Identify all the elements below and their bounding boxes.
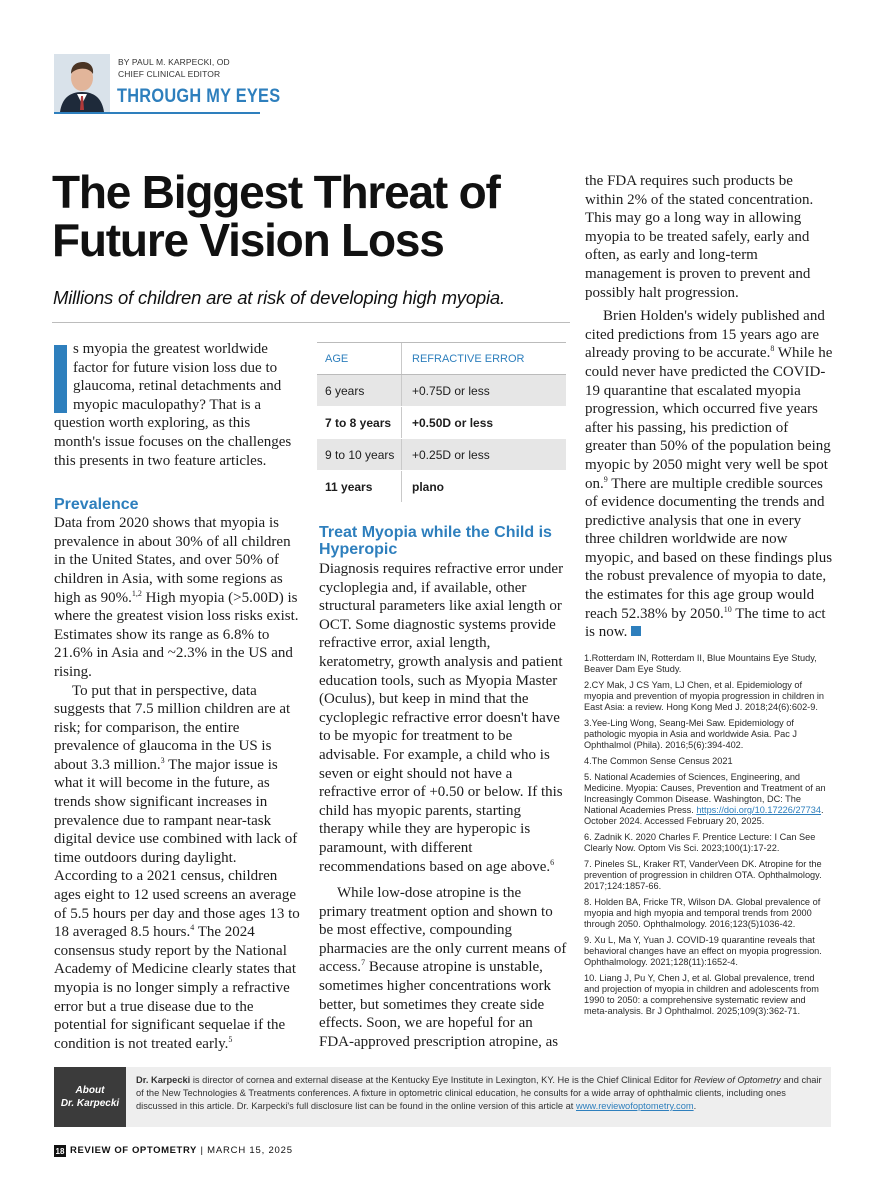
table-row bbox=[317, 407, 566, 439]
reference-item: 3.Yee-Ling Wong, Seang-Mei Saw. Epidemiology of pathologic myopia in Asia and worldwide Asia. Pac J Ophthalmol (Phila). 2016;5(6):394-402. bbox=[584, 718, 797, 750]
citation: 5 bbox=[228, 1034, 233, 1044]
text-run: There are multiple credible sources of evidence documenting the trends and predictive analysis that one in every three children worldwide are now myopic, and based on these findings plus the robust prevalence of myopia to date, the estimates for this age group would reach 52.38% by 2050. bbox=[585, 475, 833, 622]
drop-cap bbox=[54, 345, 67, 413]
article-title: The Biggest Threat of Future Vision Loss bbox=[52, 166, 500, 266]
intro-paragraph bbox=[54, 340, 300, 470]
citation: 6 bbox=[550, 857, 555, 867]
reference-item: 6. Zadnik K. 2020 Charles F. Prentice Lecture: I Can See Clearly Now. Optom Vis Sci. 2023;100(1):17-22. bbox=[584, 832, 816, 853]
reference-item: 10. Liang J, Pu Y, Chen J, et al. Global prevalence, trend and projection of myopia in children and adolescents from 1990 to 2050: a comprehensive systematic review and meta-analysis. Br J Ophthalmol. 2025;109(3):362-71. bbox=[584, 973, 819, 1016]
reference-item: 1.Rotterdam IN, Rotterdam II, Blue Mountains Eye Study, Beaver Dam Eye Study. bbox=[584, 653, 817, 674]
column-1 bbox=[54, 340, 300, 1053]
author-name: BY PAUL M. KARPECKI, OD bbox=[118, 57, 230, 67]
text-run: While he could never have predicted the COVID-19 quarantine that escalated myopia progression, which occurred five years after his passing, his prediction of greater than 50% of the population being myopic by 2050 might very well be spot on. bbox=[585, 345, 833, 492]
citation: 3 bbox=[160, 755, 165, 765]
text-run: 5. National Academies of Sciences, Engineering, and Medicine. Myopia: Causes, Prevention and Treatment of an Increasingly Common Disease. Washington, DC: The National Academies Press. bbox=[584, 772, 826, 815]
about-text bbox=[136, 1074, 826, 1113]
text-run: The 2024 consensus study report by the National Academy of Medicine clearly states that myopia is no longer simply a refractive error but a true disease due to the potential for significant sequelae if the condition is not treated early. bbox=[54, 924, 296, 1052]
title-rule bbox=[52, 322, 570, 323]
intro-text: s myopia the greatest worldwide factor for future vision loss due to glaucoma, retinal detachments and myopic maculopathy? That is a question worth exploring, as this month's issue focuses on the challenges this presents in two feature articles. bbox=[54, 341, 292, 469]
paragraph bbox=[54, 682, 300, 1054]
cell-refractive-error: plano bbox=[401, 471, 566, 502]
about-label bbox=[54, 1067, 126, 1127]
citation: 9 bbox=[603, 474, 608, 484]
byline bbox=[118, 56, 230, 80]
table-row bbox=[317, 471, 566, 503]
cell-age: 9 to 10 years bbox=[325, 447, 395, 462]
reference-item: 4.The Common Sense Census 2021 bbox=[584, 756, 733, 766]
reference-item: 2.CY Mak, J CS Yam, LJ Chen, et al. Epidemiology of myopia and prevention of myopia progression in children in East Asia: a review. Hong Kong Med J. 2018;24(6):602-9. bbox=[584, 680, 825, 712]
website-link[interactable]: www.reviewofoptometry.com bbox=[575, 1101, 694, 1111]
text-run: . bbox=[693, 1101, 697, 1111]
cell-age: 6 years bbox=[325, 383, 365, 398]
citation: 1,2 bbox=[131, 588, 142, 598]
table-header-row bbox=[317, 342, 566, 375]
citation: 10 bbox=[723, 604, 732, 614]
publication-name: REVIEW OF OPTOMETRY bbox=[70, 1145, 197, 1156]
column-name: THROUGH MY EYES bbox=[117, 86, 281, 107]
cell-refractive-error: +0.50D or less bbox=[401, 407, 566, 438]
cell-refractive-error: +0.25D or less bbox=[401, 439, 566, 470]
text-run: High myopia (>5.00D) is where the greatest vision loss risks exist. Estimates show its range as 6.8% to 21.6% in Asia and ~2.3% in the US and rising. bbox=[54, 589, 299, 680]
citation: 4 bbox=[190, 923, 195, 933]
heading-treat-myopia: Treat Myopia while the Child is Hyperopic bbox=[319, 524, 552, 558]
reference-item: 8. Holden BA, Fricke TR, Wilson DA. Global prevalence of myopia and high myopia and temporal trends from 2000 through 2050. Ophthalmology. 2016;123(5)1036-42. bbox=[584, 897, 821, 929]
cell-age: 7 to 8 years bbox=[325, 415, 392, 430]
text-run: While low-dose atropine is the primary treatment option and shown to be most effective, compounding pharmacies are the only current means of access. bbox=[319, 885, 567, 976]
paragraph bbox=[54, 514, 300, 681]
paragraph bbox=[319, 560, 569, 876]
text-run: Data from 2020 shows that myopia is prevalence in about 30% of all children in the United States, and over 50% of children in Asia, with some regions as high as 90%. bbox=[54, 515, 291, 606]
column-header-age: AGE bbox=[325, 352, 349, 365]
issue-date: MARCH 15, 2025 bbox=[207, 1145, 293, 1156]
text-run: Because atropine is unstable, sometimes higher concentrations work better, but sometimes they create side effects. Soon, we are hopeful for an FDA-approved prescription atropine, as bbox=[319, 959, 559, 1050]
reference-item: 9. Xu L, Ma Y, Yuan J. COVID-19 quarantine reveals that behavioral changes have an effect on myopia progression. Ophthalmology. 2021;128(11):1652-4. bbox=[584, 935, 822, 967]
column-3 bbox=[585, 172, 833, 642]
footer-separator: | bbox=[197, 1145, 208, 1156]
table-row bbox=[317, 439, 566, 471]
paragraph bbox=[585, 307, 833, 642]
text-run: and chair of the New Technologies & Treatments conferences. A fixture in optometric clinical education, he consults for a wide array of ophthalmic clients, including ones discussed in this article. Dr. Karpecki's full disclosure list can be found in the online version of this article at bbox=[136, 1075, 822, 1111]
reference-item bbox=[584, 772, 830, 827]
column-header-refractive-error: REFRACTIVE ERROR bbox=[401, 343, 566, 374]
author-portrait bbox=[54, 54, 110, 112]
column-2 bbox=[319, 524, 569, 1051]
journal-name: Review of Optometry bbox=[693, 1075, 781, 1085]
text-run: . October 2024. Accessed February 20, 2025. bbox=[584, 805, 824, 826]
citation: 8 bbox=[770, 344, 775, 354]
cell-refractive-error: +0.75D or less bbox=[401, 375, 566, 406]
running-footer bbox=[70, 1145, 293, 1157]
reference-item: 7. Pineles SL, Kraker RT, VanderVeen DK. Atropine for the prevention of progression in children OTA. Ophthalmology. 2017;124:1857-66. bbox=[584, 859, 822, 891]
citation: 7 bbox=[361, 958, 366, 968]
text-run: Brien Holden's widely published and cited predictions from 15 years ago are already proving to be accurate. bbox=[585, 308, 825, 362]
references-list bbox=[584, 653, 830, 1022]
header-rule bbox=[54, 112, 260, 114]
table-row bbox=[317, 375, 566, 407]
page-number: 18 bbox=[55, 1146, 65, 1156]
cell-age: 11 years bbox=[325, 479, 373, 494]
text-run: is director of cornea and external disease at the Kentucky Eye Institute in Lexington, KY. He is the Chief Clinical Editor for bbox=[190, 1075, 694, 1085]
author-role: CHIEF CLINICAL EDITOR bbox=[118, 69, 221, 79]
end-mark-icon bbox=[631, 626, 641, 636]
article-subtitle: Millions of children are at risk of developing high myopia. bbox=[53, 287, 505, 308]
text-run: The major issue is what it will become in the future, as trends show significant increases in prevalence due to rampant near-task digital device use combined with lack of time outdoors during daylight. According to a 2021 census, children ages eight to 12 used screens an average of 5.5 hours per day and those ages 13 to 18 averaged 8.5 hours. bbox=[54, 756, 300, 941]
text-run: The time to act is now. bbox=[585, 605, 826, 641]
heading-prevalence: Prevalence bbox=[54, 496, 139, 514]
about-name: Dr. Karpecki bbox=[136, 1075, 191, 1085]
text-run: To put that in perspective, data suggests that 7.5 million children are at risk; for comparison, the entire prevalence of glaucoma in the US is about 3.3 million. bbox=[54, 682, 291, 773]
paragraph bbox=[319, 884, 569, 1051]
paragraph-continued: the FDA requires such products be within 2% of the stated concentration. This may go a long way in allowing myopia to be treated safely, early and often, as early and long-term management is proven to prevent and possibly halt progression. bbox=[585, 173, 814, 301]
doi-link[interactable]: https://doi.org/10.17226/27734 bbox=[696, 805, 822, 815]
text-run: Diagnosis requires refractive error under cycloplegia and, if available, other structural parameters like axial length or OCT. Some diagnostic systems provide refractive error, axial length, keratometry, growth analysis and patient education tools, such as Myopia Master (Oculus), but keep in mind that the cycloplegic refractive error doesn't have to be myopic for treatment to be advisable. For example, a child who is seven or eight should not have a refractive error of +0.50 or below. If this child has myopic parents, starting therapy while they are hyperopic is paramount, with different recommendations based on age above. bbox=[319, 561, 564, 875]
about-label-line: Dr. Karpecki bbox=[60, 1098, 120, 1109]
about-label-line: About bbox=[75, 1085, 105, 1096]
age-refraction-table bbox=[317, 342, 566, 503]
author-photo-icon bbox=[54, 54, 110, 112]
